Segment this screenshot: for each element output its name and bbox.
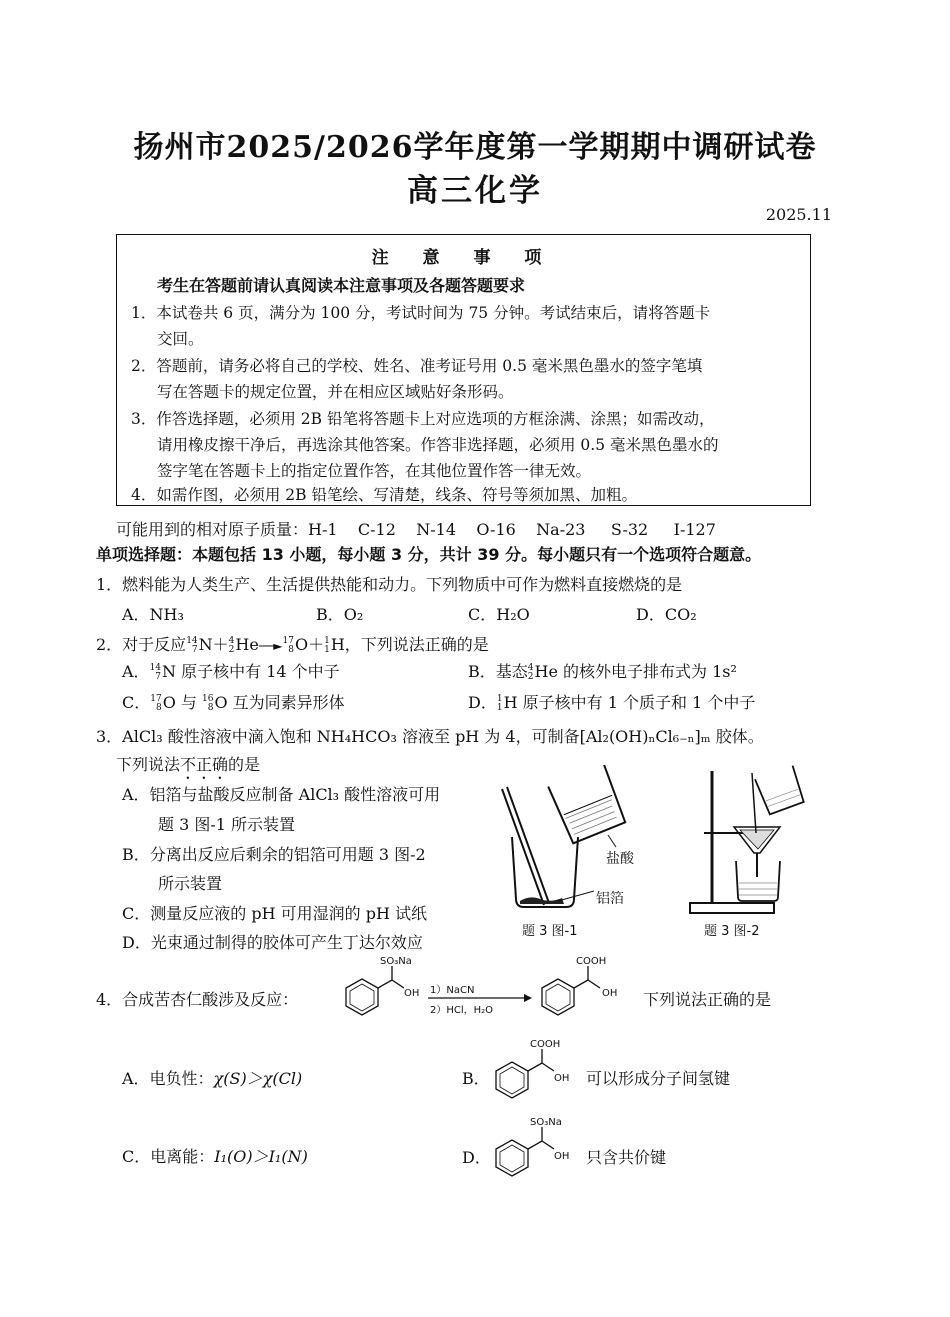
q3-option-a-line2: 题 3 图-1 所示装置 [158, 815, 296, 834]
q3-option-b-line2: 所示装置 [158, 874, 223, 893]
notice-item-3-line2: 请用橡皮擦干净后，再选涂其他答案。作答非选择题，必须用 0.5 毫米黑色墨水的 [157, 436, 719, 454]
q4-option-b-structure [486, 1035, 586, 1115]
notice-item-1-line2: 交回。 [157, 330, 204, 348]
fig1-label-foil: 铝箔 [596, 891, 624, 907]
option-d-oh: OH [554, 1151, 570, 1162]
figure-3-2 [682, 765, 822, 945]
subject-title: 高三化学 [407, 173, 543, 209]
pouring-beaker-2-icon [755, 766, 806, 815]
q2-stem: 2．对于反应14 7N＋4 2He──►17 8O＋1 1H，下列说法正确的是 [96, 635, 489, 655]
fig1-caption: 题 3 图-1 [522, 924, 578, 939]
reaction-arrow [424, 980, 534, 1024]
fig2-caption: 题 3 图-2 [704, 924, 760, 939]
notice-item-3-line3: 签字笔在答题卡上的指定位置作答，在其他位置作答一律无效。 [157, 462, 592, 480]
q4-option-a: A．电负性：χ(S)＞χ(Cl) [122, 1069, 303, 1088]
exam-date: 2025.11 [765, 205, 832, 224]
q4-option-d-text: 只含共价键 [586, 1148, 667, 1167]
q2-option-a: A．14 7N 原子核中有 14 个中子 [122, 662, 340, 682]
exam-title: 扬州市2025/2026学年度第一学期期中调研试卷 [133, 130, 817, 165]
q3-option-d: D．光束通过制得的胶体可产生丁达尔效应 [122, 933, 423, 952]
notice-item-3-line1: 3．作答选择题，必须用 2B 铅笔将答题卡上对应选项的方框涂满、涂黑；如需改动， [131, 410, 715, 428]
product-oh: OH [602, 988, 618, 999]
notice-subheading: 考生在答题前请认真阅读本注意事项及各题答题要求 [157, 276, 526, 295]
q2-stem-prefix: 2．对于反应 [96, 635, 187, 654]
option-d-so3na: SO₃Na [530, 1117, 562, 1128]
notice-item-4-line1: 4．如需作图，必须用 2B 铅笔绘、写清楚，线条、符号等须加黑、加粗。 [131, 486, 637, 504]
q4-option-c-formula: I₁(O)＞I₁(N) [214, 1147, 308, 1166]
q3-stem-line1: 3．AlCl₃ 酸性溶液中滴入饱和 NH₄HCO₃ 溶液至 pH 为 4，可制备[Al₂(OH)ₙCl₆₋ₙ]ₘ 胶体。 [96, 727, 764, 746]
notice-item-1-line1: 1．本试卷共 6 页，满分为 100 分，考试时间为 75 分钟。考试结束后，请将答题卡 [131, 304, 711, 322]
option-b-cooh: COOH [530, 1039, 561, 1050]
beaker-icon [512, 837, 578, 907]
stand-base-icon [690, 903, 774, 913]
product-structure [532, 952, 642, 1032]
reactant-so3na: SO₃Na [380, 956, 412, 967]
atomic-masses: 可能用到的相对原子质量：H-1 C-12 N-14 O-16 Na-23 S-32 I-127 [116, 520, 716, 539]
q4-stem-suffix: 下列说法正确的是 [643, 990, 772, 1009]
reactant-oh: OH [404, 988, 420, 999]
reactant-structure [322, 952, 432, 1032]
q3-option-c: C．测量反应液的 pH 可用湿润的 pH 试纸 [122, 904, 427, 923]
q4-option-b-text: 可以形成分子间氢键 [586, 1069, 731, 1088]
section-title: 单项选择题：本题包括 13 小题，每小题 3 分，共计 39 分。每小题只有一个选项符合题意。 [96, 545, 762, 564]
figure-3-1 [498, 765, 658, 945]
fig1-label-acid: 盐酸 [606, 851, 634, 867]
q3-option-b-line1: B．分离出反应后剩余的铝箔可用题 3 图-2 [122, 845, 426, 864]
glass-rod-icon [502, 789, 544, 905]
q4-option-d-structure [486, 1113, 586, 1193]
q1-option-c: C．H₂O [468, 605, 530, 624]
q1-option-b: B．O₂ [316, 605, 364, 624]
q1-option-d: D．CO₂ [636, 605, 697, 624]
q4-option-b-label: B． [462, 1069, 490, 1088]
notice-item-2-line1: 2．答题前，请务必将自己的学校、姓名、准考证号用 0.5 毫米黑色墨水的签字笔填 [131, 357, 703, 375]
q1-stem: 1．燃料能为人类生产、生活提供热能和动力。下列物质中可作为燃料直接燃烧的是 [96, 575, 683, 594]
q4-stem-prefix: 4．合成苦杏仁酸涉及反应： [96, 990, 299, 1009]
q4-option-c: C．电离能：I₁(O)＞I₁(N) [122, 1147, 308, 1166]
notice-box [116, 234, 811, 506]
product-cooh: COOH [576, 956, 607, 967]
q3-emphasis: 不正确 [180, 755, 229, 774]
pouring-beaker-icon [548, 765, 627, 844]
q3-stem-line2: 下列说法不正确的是 [116, 755, 261, 774]
q3-option-a-line1: A．铝箔与盐酸反应制备 AlCl₃ 酸性溶液可用 [122, 785, 441, 804]
q1-option-a: A．NH₃ [122, 605, 184, 624]
arrow-head-icon [524, 994, 532, 1002]
q4-option-d-label: D． [462, 1148, 491, 1167]
notice-item-2-line2: 写在答题卡的规定位置，并在相应区域贴好条形码。 [157, 383, 514, 401]
option-b-oh: OH [554, 1073, 570, 1084]
reagent-2: 2）HCl，H₂O [430, 1005, 494, 1016]
q2-option-c: C．17 8O 与 16 8O 互为同素异形体 [122, 693, 345, 713]
reagent-1: 1）NaCN [430, 985, 475, 996]
notice-heading: 注 意 事 项 [371, 248, 556, 268]
q4-option-a-formula: χ(S)＞χ(Cl) [213, 1069, 303, 1088]
q2-option-d: D．1 1H 原子核中有 1 个质子和 1 个中子 [468, 693, 756, 713]
q2-stem-suffix: ，下列说法正确的是 [344, 635, 489, 654]
q2-option-b: B．基态4 2He 的核外电子排布式为 1s² [468, 662, 737, 682]
